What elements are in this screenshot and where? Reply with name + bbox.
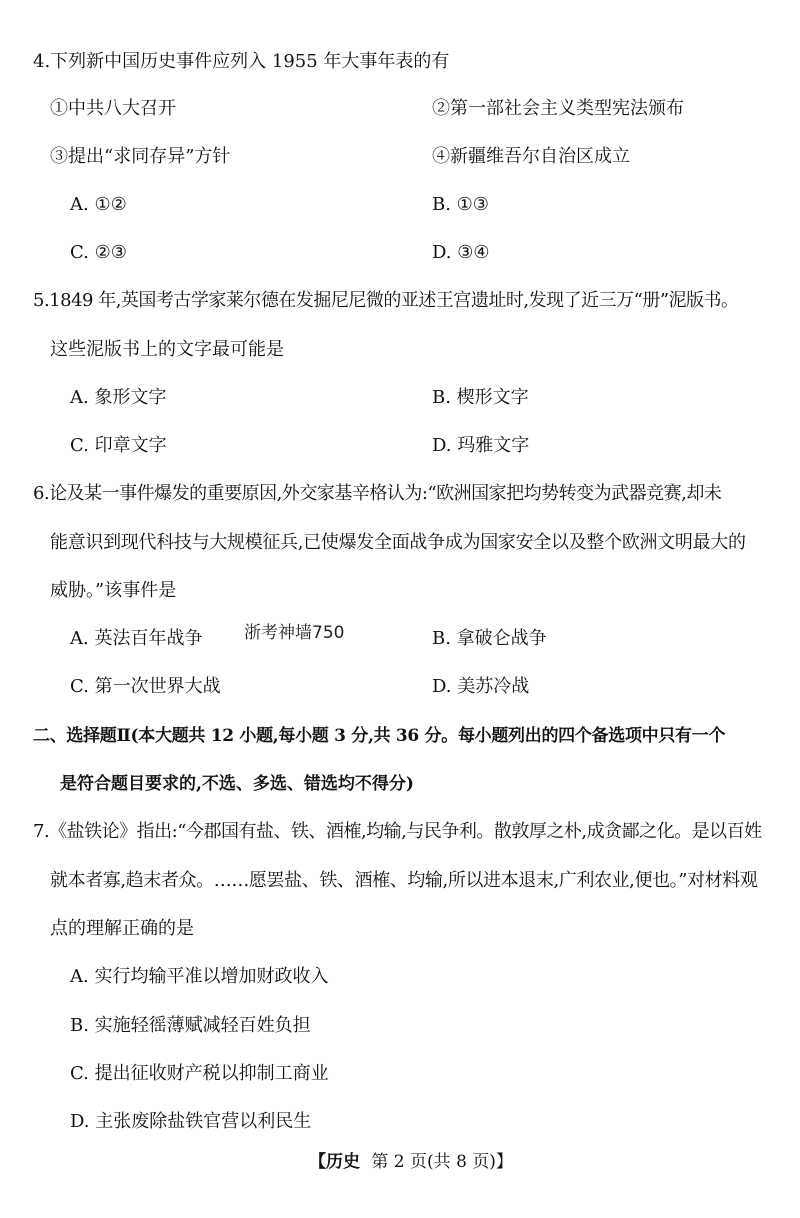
- q7-option-a: A. 实行均输平准以增加财政收入: [70, 966, 329, 987]
- q4-item-4: ④新疆维吾尔自治区成立: [432, 146, 630, 167]
- q4-item-2: ②第一部社会主义类型宪法颁布: [432, 98, 684, 119]
- q5-option-a: A. 象形文字: [70, 387, 167, 408]
- section-2-heading-line-1: 二、选择题Ⅱ(本大题共 12 小题,每小题 3 分,共 36 分。每小题列出的四个备选项中只有一个: [33, 726, 726, 746]
- q7-stem-line-3: 点的理解正确的是: [50, 918, 194, 939]
- q5-option-d: D. 玛雅文字: [432, 435, 530, 456]
- section-2-heading-line-2: 是符合题目要求的,不选、多选、错选均不得分): [60, 774, 414, 794]
- footer-subject: 【历史: [309, 1152, 360, 1172]
- q5-stem-line-1: 5.1849 年,英国考古学家莱尔德在发掘尼尼微的亚述王宫遗址时,发现了近三万“册”泥版书。: [33, 290, 739, 311]
- q4-item-1: ①中共八大召开: [50, 98, 176, 119]
- q6-option-b: B. 拿破仑战争: [432, 628, 547, 649]
- q5-stem-line-2: 这些泥版书上的文字最可能是: [50, 339, 284, 360]
- q6-option-a: A. 英法百年战争: [70, 628, 203, 649]
- q6-stem-line-1: 6.论及某一事件爆发的重要原因,外交家基辛格认为:“欧洲国家把均势转变为武器竞赛,却未: [33, 483, 722, 504]
- q4-option-d: D. ③④: [432, 242, 490, 263]
- q7-stem-line-1: 7.《盐铁论》指出:“今郡国有盐、铁、酒榷,均输,与民争利。散敦厚之朴,成贪鄙之化。是以百姓: [33, 821, 762, 842]
- q4-option-b: B. ①③: [432, 194, 489, 215]
- q7-option-c: C. 提出征收财产税以抑制工商业: [70, 1063, 329, 1084]
- q7-stem-line-2: 就本者寡,趋末者众。……愿罢盐、铁、酒榷、均输,所以进本退末,广利农业,便也。”对材料观: [50, 870, 758, 891]
- q6-stem-line-2: 能意识到现代科技与大规模征兵,已使爆发全面战争成为国家安全以及整个欧洲文明最大的: [50, 532, 746, 553]
- q6-option-c: C. 第一次世界大战: [70, 676, 221, 697]
- q4-item-3: ③提出“求同存异”方针: [50, 146, 231, 167]
- q7-option-b: B. 实施轻徭薄赋减轻百姓负担: [70, 1015, 311, 1036]
- q4-option-c: C. ②③: [70, 242, 127, 263]
- q5-option-b: B. 楔形文字: [432, 387, 529, 408]
- q4-stem: 4.下列新中国历史事件应列入 1955 年大事年表的有: [33, 51, 450, 72]
- page-footer: [309, 1150, 513, 1174]
- q5-option-c: C. 印章文字: [70, 435, 167, 456]
- q6-stem-line-3: 威胁。”该事件是: [50, 580, 177, 601]
- q4-option-a: A. ①②: [70, 194, 127, 215]
- q7-option-d: D. 主张废除盐铁官营以利民生: [70, 1111, 312, 1132]
- q6-option-d: D. 美苏冷战: [432, 676, 530, 697]
- watermark-text: 浙考神墙750: [244, 623, 345, 643]
- footer-page-number: 第 2 页(共 8 页)】: [371, 1152, 513, 1172]
